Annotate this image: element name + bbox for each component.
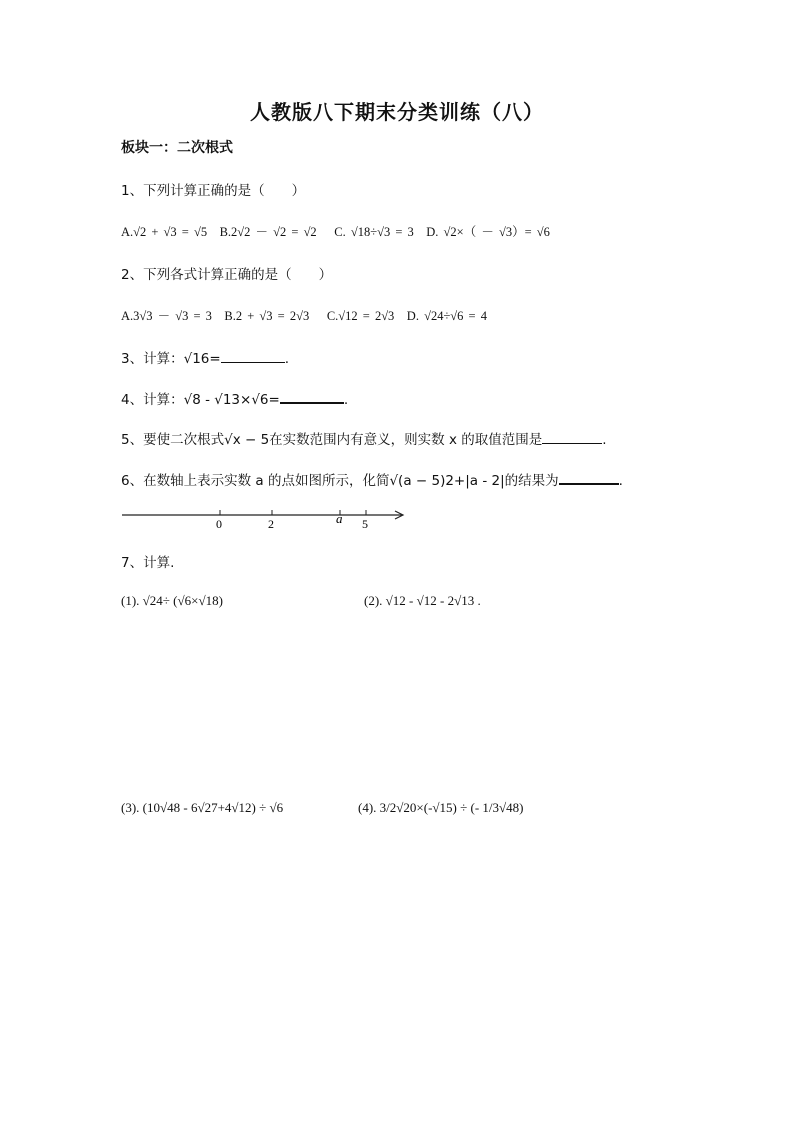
question-7-stem: 7、计算. xyxy=(121,555,175,571)
question-3-end: . xyxy=(284,351,289,367)
question-1-options: A.√2 + √3 = √5 B.2√2 － √2 = √2 C. √18÷√3 = 3 D. √2×（ － √3）= √6 xyxy=(121,225,550,239)
label-2: 2 xyxy=(268,517,274,531)
question-7-part-1: (1). √24÷ (√6×√18) xyxy=(121,593,223,608)
question-6 xyxy=(121,469,623,489)
question-1-stem: 1、下列计算正确的是（ ） xyxy=(121,183,306,199)
question-5-stem: 5、要使二次根式√x − 5在实数范围内有意义，则实数 x 的取值范围是 xyxy=(121,432,543,448)
question-7-part-2: (2). √12 - √12 - 2√13 . xyxy=(364,593,481,608)
label-5: 5 xyxy=(362,517,368,531)
label-0: 0 xyxy=(216,517,222,531)
question-7-part-3: (3). (10√48 - 6√27+4√12) ÷ √6 xyxy=(121,800,284,815)
question-2-stem: 2、下列各式计算正确的是（ ） xyxy=(121,267,333,283)
question-5-end: . xyxy=(602,432,607,448)
question-3 xyxy=(121,347,289,367)
answer-blank-6[interactable] xyxy=(559,471,619,485)
answer-blank-5[interactable] xyxy=(542,431,602,444)
page-title: 人教版八下期末分类训练（八） xyxy=(250,100,544,124)
answer-blank-4[interactable] xyxy=(280,390,344,404)
question-4-stem: 4、计算：√8 - √13×√6= xyxy=(121,392,280,408)
section-heading: 板块一：二次根式 xyxy=(121,140,233,156)
question-5 xyxy=(121,428,607,448)
number-line xyxy=(118,502,413,532)
question-6-stem: 6、在数轴上表示实数 a 的点如图所示，化简√(a − 5)2+|a - 2|的结果为 xyxy=(121,473,559,489)
question-4-end: . xyxy=(343,392,349,408)
question-4 xyxy=(121,388,348,408)
question-6-end: . xyxy=(618,473,623,489)
question-7-part-4: (4). 3/2√20×(-√15) ÷ (- 1/3√48) xyxy=(358,800,524,815)
label-a: a xyxy=(336,511,343,526)
answer-blank-3[interactable] xyxy=(221,350,285,363)
question-3-stem: 3、计算：√16= xyxy=(121,351,221,367)
question-2-options: A.3√3 － √3 = 3 B.2 + √3 = 2√3 C.√12 = 2√3 D. √24÷√6 = 4 xyxy=(121,309,487,323)
